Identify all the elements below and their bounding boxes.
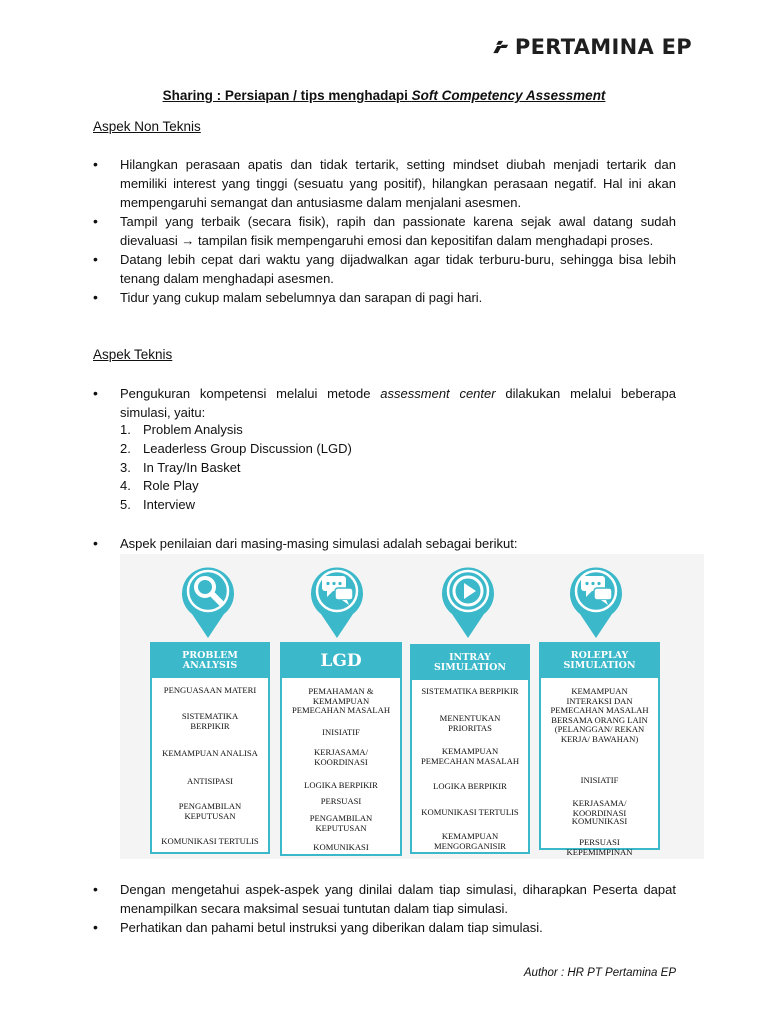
card-item: MENENTUKAN PRIORITAS [439, 713, 501, 733]
list-item: • Aspek penilaian dari masing-masing simulasi adalah sebagai berikut: [93, 534, 676, 553]
card-item: SISTEMATIKA BERPIKIR [181, 711, 239, 731]
brand-name: PERTAMINA EP [514, 35, 692, 59]
card-item: LOGIKA BERPIKIR [433, 781, 507, 791]
card-item: PERSUASI [320, 796, 362, 806]
pertamina-logo [492, 26, 692, 68]
chat-bubbles-icon [305, 560, 369, 640]
list-item: 3. In Tray/In Basket [120, 459, 241, 475]
penilaian-list [93, 534, 676, 553]
card-item: PENGAMBILAN KEPUTUSAN [309, 813, 373, 833]
chat-bubbles-icon [564, 560, 628, 640]
list-item: 1. Problem Analysis [120, 422, 243, 437]
card-item: ANTISIPASI [186, 776, 233, 786]
card-item: KEMAMPUAN PEMECAHAN MASALAH [420, 746, 520, 766]
heading-teknis: Aspek Teknis [93, 347, 173, 362]
card-heading: ROLEPLAY SIMULATION [541, 644, 658, 678]
card-item: KOMUNIKASI TERTULIS [161, 836, 259, 846]
list-item: • Tampil yang terbaik (secara fisik), rapih dan passionate karena sejak awal datang sudah dievaluasi → tampilan fisik mempengaruhi emosi dan kepositifan dalam menghadapi proses. [93, 212, 676, 250]
simulation-card [539, 642, 660, 857]
card-item: PERSUASI KEPEMIMPINAN [566, 837, 633, 857]
teknis-intro [93, 384, 676, 422]
list-item: 5. Interview [120, 497, 196, 513]
list-item: • Hilangkan perasaan apatis dan tidak tertarik, setting mindset diubah menjadi tertarik dan memiliki interest yang tinggi (sesuatu yang positif), hilangkan perasaan negatif. Hal ini akan mempengaruhi semangat dan antusiasme dalam menjalani asesmen. [93, 155, 676, 212]
simulation-list [120, 421, 352, 515]
card-item: KOMUNIKASI TERTULIS [421, 807, 519, 817]
play-icon [436, 560, 500, 640]
list-item: • Datang lebih cepat dari waktu yang dijadwalkan agar tidak terburu-buru, sehingga bisa lebih tenang dalam menghadapi asesmen. [93, 250, 676, 288]
list-item: 2. Leaderless Group Discussion (LGD) [120, 440, 352, 456]
card-item: LOGIKA BERPIKIR [304, 780, 378, 790]
simulation-card [150, 642, 270, 854]
list-item: • Pengukuran kompetensi melalui metode assessment center dilakukan melalui beberapa simulasi, yaitu: [93, 384, 676, 422]
card-item: PEMAHAMAN & KEMAMPUAN PEMECAHAN MASALAH [291, 686, 391, 715]
heading-non-teknis: Aspek Non Teknis [93, 119, 201, 134]
card-item: PENGUASAAN MATERI [163, 685, 257, 695]
list-item: • Dengan mengetahui aspek-aspek yang dinilai dalam tiap simulasi, diharapkan Peserta dapat menampilkan secara maksimal sesuai tuntutan dalam tiap simulasi. [93, 880, 676, 918]
list-item: • Perhatikan dan pahami betul instruksi yang diberikan dalam tiap simulasi. [93, 918, 676, 937]
closing-list [93, 880, 676, 937]
card-item: KOMUNIKASI [571, 816, 628, 826]
simulation-infographic [120, 554, 704, 859]
card-item: PENGAMBILAN KEPUTUSAN [178, 801, 242, 821]
author-note: Author : HR PT Pertamina EP [523, 967, 676, 979]
card-heading: INTRAY SIMULATION [412, 646, 528, 680]
card-item: KEMAMPUAN ANALISA [162, 748, 258, 758]
pertamina-arrow-icon [492, 26, 509, 68]
simulation-card [280, 642, 402, 856]
card-heading: PROBLEM ANALYSIS [152, 644, 268, 678]
card-item: KOMUNIKASI [313, 842, 369, 852]
card-item: KEMAMPUAN MENGORGANISIR [433, 831, 507, 851]
card-heading: LGD [282, 644, 400, 678]
non-teknis-list [93, 155, 676, 307]
magnifier-icon [176, 560, 240, 640]
document-title: Sharing : Persiapan / tips menghadapi Soft Competency Assessment [162, 88, 606, 103]
list-item: 4. Role Play [120, 478, 199, 494]
card-item: KEMAMPUAN INTERAKSI DAN PEMECAHAN MASALAH BERSAMA ORANG LAIN (PELANGGAN/ REKAN KERJA/ BAWAHAN) [550, 686, 649, 744]
card-item: KERJASAMA/ KOORDINASI [314, 747, 368, 767]
card-item: SISTEMATIKA BERPIKIR [421, 686, 519, 696]
card-item: INISIATIF [322, 727, 360, 737]
card-item: KERJASAMA/ KOORDINASI [572, 798, 627, 818]
card-item: INISIATIF [580, 775, 619, 785]
list-item: • Tidur yang cukup malam sebelumnya dan sarapan di pagi hari. [93, 288, 676, 307]
simulation-card [410, 644, 530, 854]
